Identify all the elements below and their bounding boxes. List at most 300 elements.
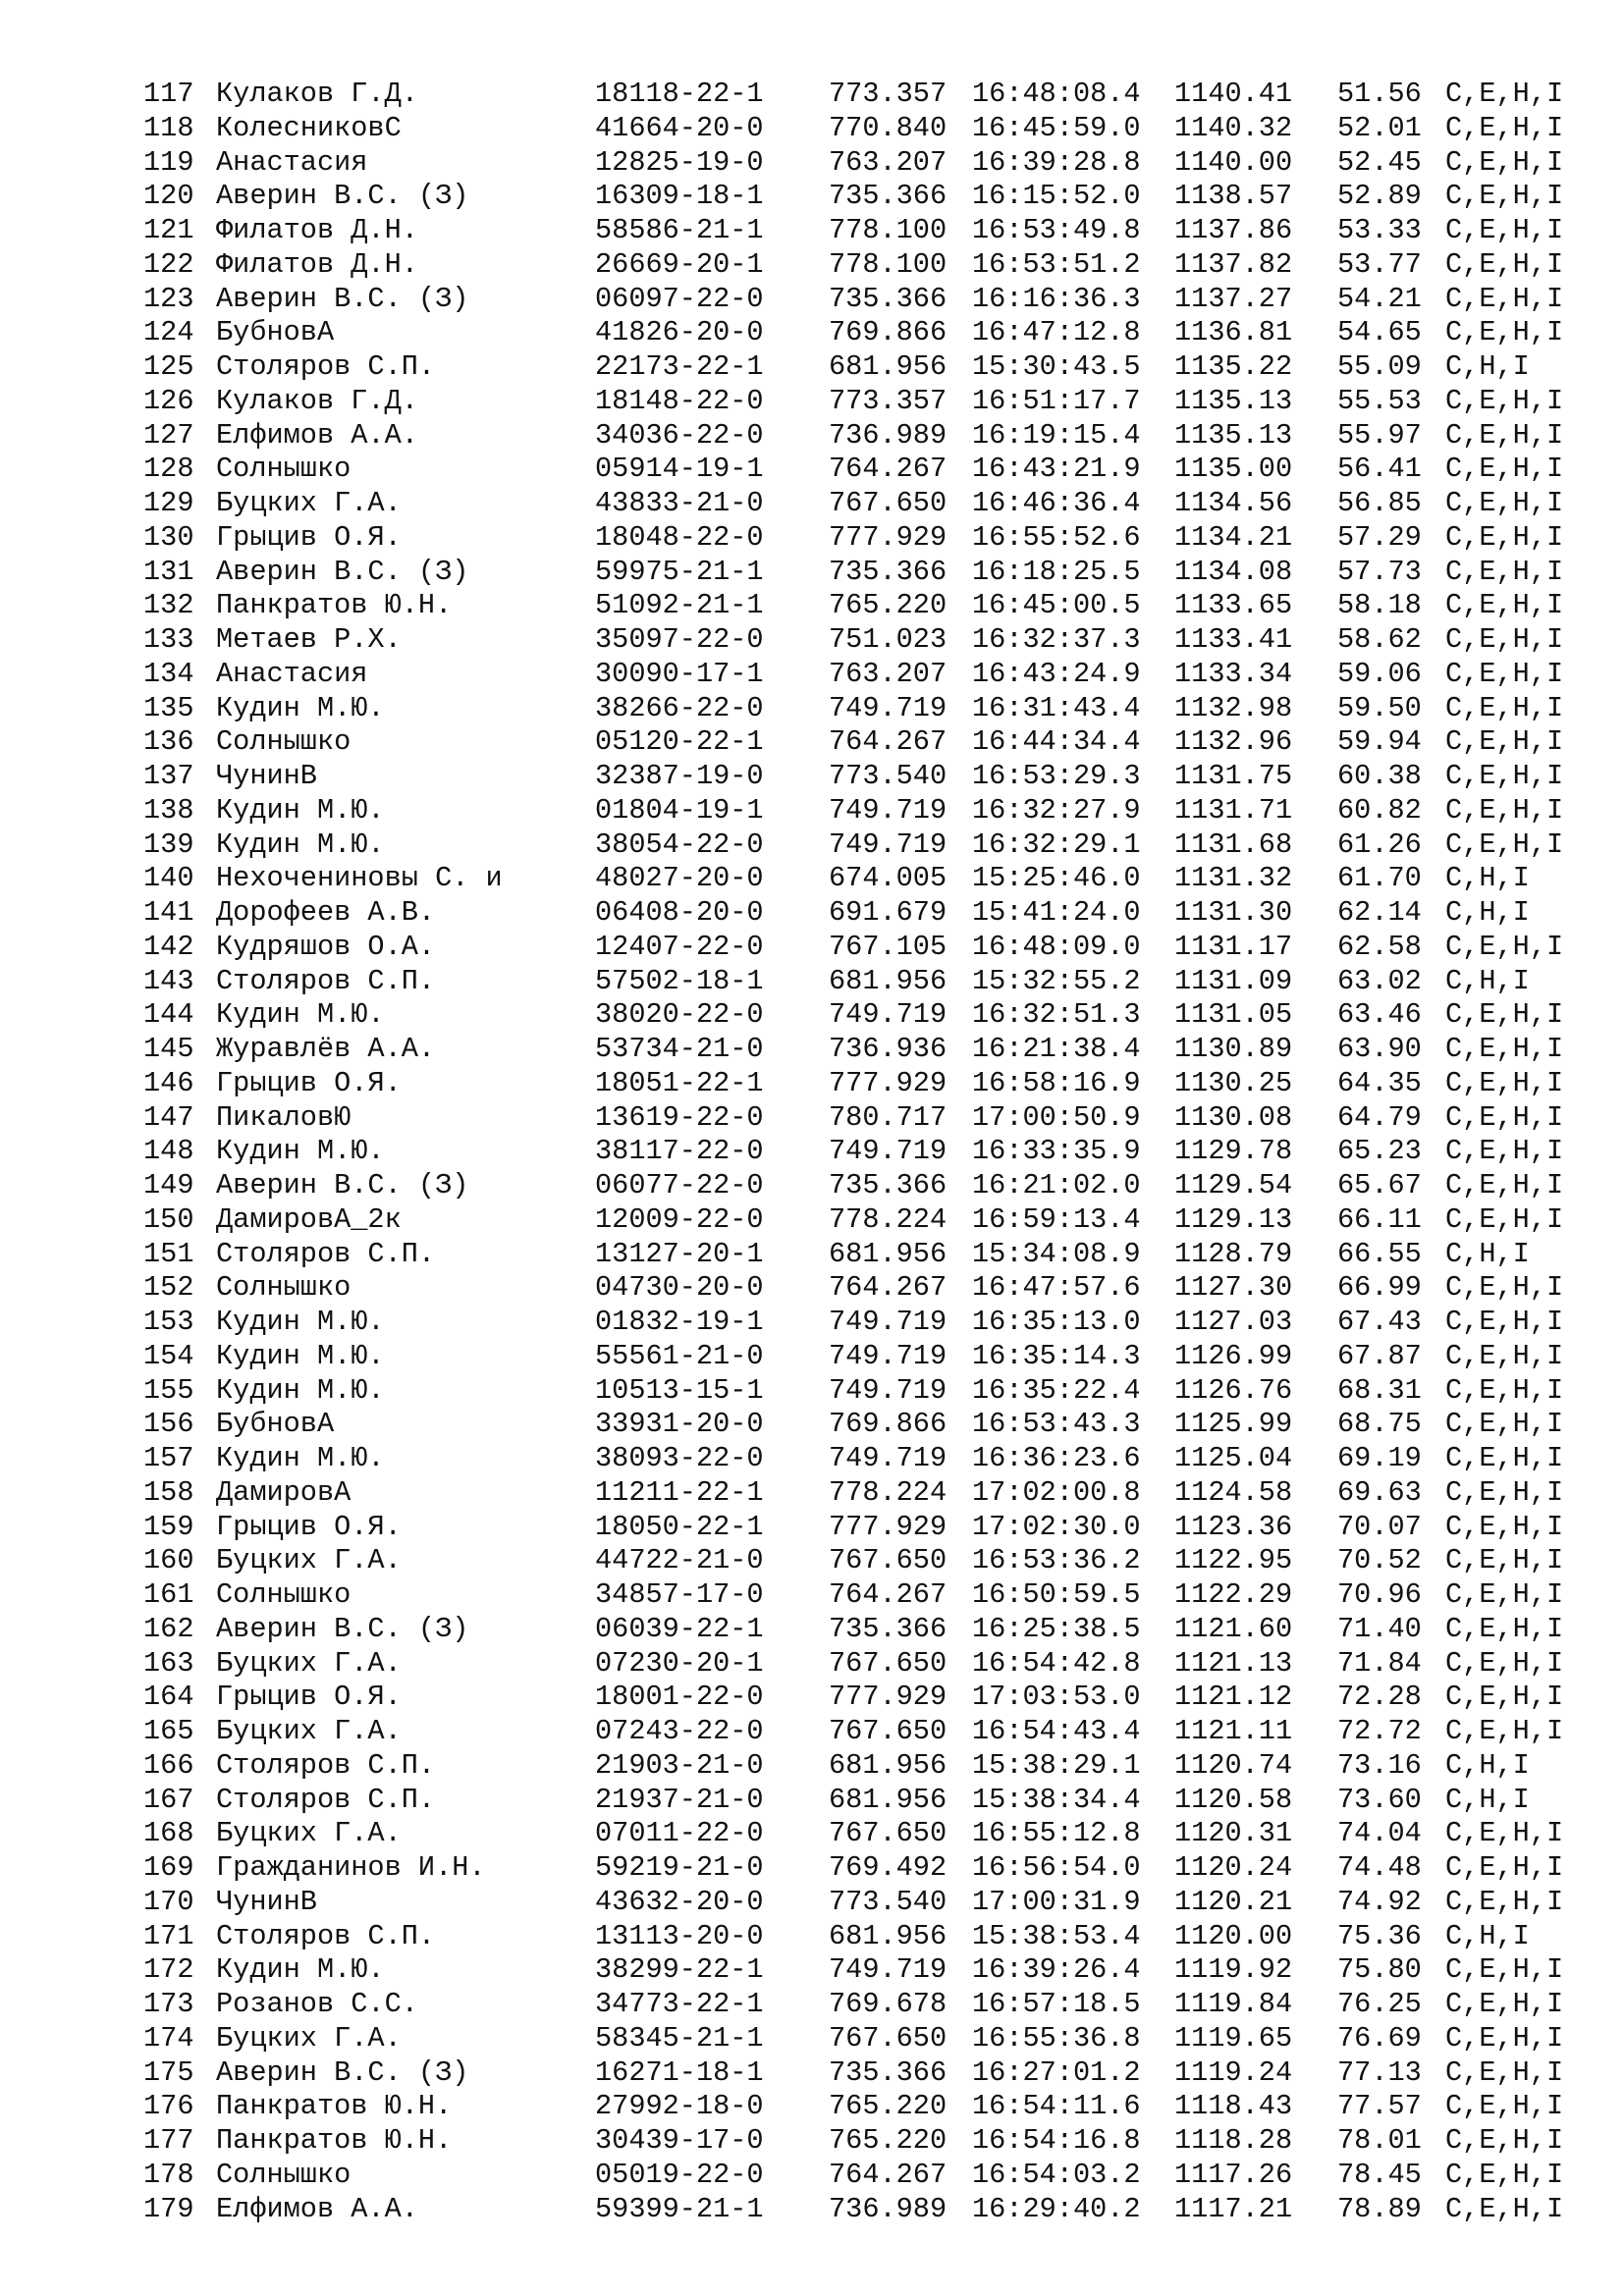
distance-cell: 780.717 xyxy=(829,1100,947,1134)
speed-cell: 1120.24 xyxy=(1174,1851,1293,1884)
arrival-time-cell: 16:46:36.4 xyxy=(972,487,1141,519)
speed-cell: 1125.04 xyxy=(1174,1442,1293,1474)
ring-number-cell: 18048-22-0 xyxy=(595,520,764,554)
speed-cell: 1129.54 xyxy=(1174,1169,1293,1201)
place-number-cell: 176 xyxy=(143,2090,194,2123)
participant-name-cell: ПикаловЮ xyxy=(216,1100,352,1134)
ring-number-cell: 44722-21-0 xyxy=(595,1544,764,1577)
arrival-time-cell: 16:43:24.9 xyxy=(972,657,1141,690)
speed-cell: 1126.76 xyxy=(1174,1373,1293,1407)
ring-number-cell: 16271-18-1 xyxy=(595,2056,764,2089)
ring-number-cell: 30439-17-0 xyxy=(595,2124,764,2157)
arrival-time-cell: 16:55:36.8 xyxy=(972,2021,1141,2055)
ring-number-cell: 33931-20-0 xyxy=(595,1408,764,1441)
arrival-time-cell: 15:41:24.0 xyxy=(972,896,1141,929)
arrival-time-cell: 15:32:55.2 xyxy=(972,964,1141,997)
speed-cell: 1121.12 xyxy=(1174,1681,1293,1714)
speed-cell: 1120.21 xyxy=(1174,1885,1293,1918)
participant-name-cell: Грыцив О.Я. xyxy=(216,1681,402,1714)
participant-name-cell: Столяров С.П. xyxy=(216,1748,436,1782)
speed-cell: 1131.30 xyxy=(1174,896,1293,929)
ring-number-cell: 38299-22-1 xyxy=(595,1953,764,1987)
speed-cell: 1121.60 xyxy=(1174,1612,1293,1645)
speed-cell: 1133.65 xyxy=(1174,589,1293,622)
classes-cell: C,E,H,I xyxy=(1445,453,1564,486)
participant-name-cell: Филатов Д.Н. xyxy=(216,247,418,281)
classes-cell: C,E,H,I xyxy=(1445,1681,1564,1714)
classes-cell: C,E,H,I xyxy=(1445,1988,1564,2020)
distance-cell: 681.956 xyxy=(829,350,947,383)
speed-cell: 1121.13 xyxy=(1174,1646,1293,1680)
ring-number-cell: 06408-20-0 xyxy=(595,896,764,929)
distance-cell: 681.956 xyxy=(829,1237,947,1270)
classes-cell: C,E,H,I xyxy=(1445,2090,1564,2123)
points-cell: 52.01 xyxy=(1337,111,1422,144)
speed-cell: 1123.36 xyxy=(1174,1510,1293,1543)
place-number-cell: 126 xyxy=(143,384,194,417)
arrival-time-cell: 16:15:52.0 xyxy=(972,180,1141,213)
participant-name-cell: Солнышко xyxy=(216,453,352,486)
place-number-cell: 132 xyxy=(143,589,194,622)
distance-cell: 763.207 xyxy=(829,145,947,179)
ring-number-cell: 16309-18-1 xyxy=(595,180,764,213)
ring-number-cell: 12009-22-0 xyxy=(595,1202,764,1236)
participant-name-cell: Нехочениновы С. и xyxy=(216,862,503,895)
arrival-time-cell: 15:38:34.4 xyxy=(972,1783,1141,1816)
points-cell: 75.36 xyxy=(1337,1919,1422,1952)
points-cell: 57.73 xyxy=(1337,555,1422,588)
points-cell: 78.45 xyxy=(1337,2158,1422,2191)
participant-name-cell: Аверин В.С. (З) xyxy=(216,282,469,315)
participant-name-cell: Солнышко xyxy=(216,725,352,759)
classes-cell: C,E,H,I xyxy=(1445,998,1564,1032)
classes-cell: C,E,H,I xyxy=(1445,487,1564,519)
place-number-cell: 129 xyxy=(143,487,194,519)
ring-number-cell: 05914-19-1 xyxy=(595,453,764,486)
arrival-time-cell: 16:51:17.7 xyxy=(972,384,1141,417)
distance-cell: 749.719 xyxy=(829,793,947,827)
arrival-time-cell: 17:00:50.9 xyxy=(972,1100,1141,1134)
points-cell: 76.69 xyxy=(1337,2021,1422,2055)
classes-cell: C,E,H,I xyxy=(1445,247,1564,281)
place-number-cell: 151 xyxy=(143,1237,194,1270)
speed-cell: 1131.05 xyxy=(1174,998,1293,1032)
speed-cell: 1140.41 xyxy=(1174,78,1293,110)
arrival-time-cell: 16:35:22.4 xyxy=(972,1373,1141,1407)
points-cell: 70.96 xyxy=(1337,1578,1422,1611)
participant-name-cell: Панкратов Ю.Н. xyxy=(216,2124,453,2157)
participant-name-cell: Аверин В.С. (З) xyxy=(216,1612,469,1645)
distance-cell: 749.719 xyxy=(829,1442,947,1474)
arrival-time-cell: 16:21:02.0 xyxy=(972,1169,1141,1201)
participant-name-cell: Кудин М.Ю. xyxy=(216,828,385,861)
distance-cell: 736.989 xyxy=(829,2192,947,2225)
points-cell: 62.58 xyxy=(1337,930,1422,963)
speed-cell: 1127.30 xyxy=(1174,1271,1293,1305)
place-number-cell: 135 xyxy=(143,691,194,724)
speed-cell: 1134.08 xyxy=(1174,555,1293,588)
ring-number-cell: 58586-21-1 xyxy=(595,214,764,246)
classes-cell: C,E,H,I xyxy=(1445,1510,1564,1543)
points-cell: 55.09 xyxy=(1337,350,1422,383)
ring-number-cell: 34036-22-0 xyxy=(595,418,764,452)
distance-cell: 681.956 xyxy=(829,1783,947,1816)
place-number-cell: 171 xyxy=(143,1919,194,1952)
participant-name-cell: Елфимов А.А. xyxy=(216,418,418,452)
classes-cell: C,E,H,I xyxy=(1445,2158,1564,2191)
classes-cell: C,H,I xyxy=(1445,896,1530,929)
classes-cell: C,E,H,I xyxy=(1445,1612,1564,1645)
participant-name-cell: БубновА xyxy=(216,316,335,349)
arrival-time-cell: 16:57:18.5 xyxy=(972,1988,1141,2020)
ring-number-cell: 05019-22-0 xyxy=(595,2158,764,2191)
participant-name-cell: Кудин М.Ю. xyxy=(216,1953,385,1987)
ring-number-cell: 41826-20-0 xyxy=(595,316,764,349)
distance-cell: 769.678 xyxy=(829,1988,947,2020)
participant-name-cell: Анастасия xyxy=(216,145,368,179)
ring-number-cell: 51092-21-1 xyxy=(595,589,764,622)
place-number-cell: 157 xyxy=(143,1442,194,1474)
classes-cell: C,E,H,I xyxy=(1445,589,1564,622)
speed-cell: 1134.21 xyxy=(1174,520,1293,554)
ring-number-cell: 06097-22-0 xyxy=(595,282,764,315)
ring-number-cell: 12825-19-0 xyxy=(595,145,764,179)
place-number-cell: 156 xyxy=(143,1408,194,1441)
place-number-cell: 142 xyxy=(143,930,194,963)
arrival-time-cell: 16:53:29.3 xyxy=(972,760,1141,792)
ring-number-cell: 58345-21-1 xyxy=(595,2021,764,2055)
speed-cell: 1130.89 xyxy=(1174,1033,1293,1065)
points-cell: 57.29 xyxy=(1337,520,1422,554)
speed-cell: 1118.28 xyxy=(1174,2124,1293,2157)
points-cell: 77.57 xyxy=(1337,2090,1422,2123)
arrival-time-cell: 15:30:43.5 xyxy=(972,350,1141,383)
arrival-time-cell: 16:53:51.2 xyxy=(972,247,1141,281)
participant-name-cell: Кулаков Г.Д. xyxy=(216,384,418,417)
points-cell: 63.02 xyxy=(1337,964,1422,997)
place-number-cell: 123 xyxy=(143,282,194,315)
speed-cell: 1118.43 xyxy=(1174,2090,1293,2123)
classes-cell: C,E,H,I xyxy=(1445,1271,1564,1305)
place-number-cell: 139 xyxy=(143,828,194,861)
ring-number-cell: 30090-17-1 xyxy=(595,657,764,690)
points-cell: 54.65 xyxy=(1337,316,1422,349)
classes-cell: C,E,H,I xyxy=(1445,1953,1564,1987)
classes-cell: C,E,H,I xyxy=(1445,1578,1564,1611)
participant-name-cell: Грыцив О.Я. xyxy=(216,520,402,554)
classes-cell: C,E,H,I xyxy=(1445,657,1564,690)
ring-number-cell: 13619-22-0 xyxy=(595,1100,764,1134)
distance-cell: 681.956 xyxy=(829,964,947,997)
arrival-time-cell: 16:53:43.3 xyxy=(972,1408,1141,1441)
distance-cell: 778.100 xyxy=(829,214,947,246)
ring-number-cell: 38054-22-0 xyxy=(595,828,764,861)
points-cell: 55.53 xyxy=(1337,384,1422,417)
points-cell: 77.13 xyxy=(1337,2056,1422,2089)
place-number-cell: 144 xyxy=(143,998,194,1032)
speed-cell: 1133.41 xyxy=(1174,623,1293,656)
ring-number-cell: 07011-22-0 xyxy=(595,1817,764,1850)
points-cell: 74.04 xyxy=(1337,1817,1422,1850)
distance-cell: 773.357 xyxy=(829,78,947,110)
ring-number-cell: 06077-22-0 xyxy=(595,1169,764,1201)
points-cell: 56.85 xyxy=(1337,487,1422,519)
participant-name-cell: Гражданинов И.Н. xyxy=(216,1851,486,1884)
points-cell: 73.16 xyxy=(1337,1748,1422,1782)
distance-cell: 749.719 xyxy=(829,1306,947,1338)
speed-cell: 1134.56 xyxy=(1174,487,1293,519)
points-cell: 54.21 xyxy=(1337,282,1422,315)
ring-number-cell: 11211-22-1 xyxy=(595,1475,764,1509)
place-number-cell: 175 xyxy=(143,2056,194,2089)
classes-cell: C,E,H,I xyxy=(1445,111,1564,144)
ring-number-cell: 48027-20-0 xyxy=(595,862,764,895)
place-number-cell: 170 xyxy=(143,1885,194,1918)
arrival-time-cell: 16:54:11.6 xyxy=(972,2090,1141,2123)
participant-name-cell: Кудин М.Ю. xyxy=(216,998,385,1032)
points-cell: 60.38 xyxy=(1337,760,1422,792)
points-cell: 58.62 xyxy=(1337,623,1422,656)
arrival-time-cell: 15:25:46.0 xyxy=(972,862,1141,895)
participant-name-cell: Кулаков Г.Д. xyxy=(216,78,418,110)
points-cell: 75.80 xyxy=(1337,1953,1422,1987)
classes-cell: C,E,H,I xyxy=(1445,1442,1564,1474)
distance-cell: 770.840 xyxy=(829,111,947,144)
participant-name-cell: Буцких Г.А. xyxy=(216,1817,402,1850)
place-number-cell: 172 xyxy=(143,1953,194,1987)
arrival-time-cell: 16:53:36.2 xyxy=(972,1544,1141,1577)
speed-cell: 1129.78 xyxy=(1174,1135,1293,1168)
speed-cell: 1126.99 xyxy=(1174,1339,1293,1372)
classes-cell: C,H,I xyxy=(1445,350,1530,383)
distance-cell: 764.267 xyxy=(829,2158,947,2191)
speed-cell: 1117.26 xyxy=(1174,2158,1293,2191)
distance-cell: 773.540 xyxy=(829,1885,947,1918)
speed-cell: 1120.00 xyxy=(1174,1919,1293,1952)
participant-name-cell: ДамировА xyxy=(216,1475,352,1509)
distance-cell: 749.719 xyxy=(829,691,947,724)
speed-cell: 1140.32 xyxy=(1174,111,1293,144)
points-cell: 71.40 xyxy=(1337,1612,1422,1645)
classes-cell: C,E,H,I xyxy=(1445,1339,1564,1372)
arrival-time-cell: 16:33:35.9 xyxy=(972,1135,1141,1168)
participant-name-cell: Филатов Д.Н. xyxy=(216,214,418,246)
classes-cell: C,H,I xyxy=(1445,964,1530,997)
classes-cell: C,H,I xyxy=(1445,1748,1530,1782)
distance-cell: 735.366 xyxy=(829,1612,947,1645)
classes-cell: C,H,I xyxy=(1445,862,1530,895)
distance-cell: 777.929 xyxy=(829,520,947,554)
place-number-cell: 179 xyxy=(143,2192,194,2225)
classes-cell: C,E,H,I xyxy=(1445,1408,1564,1441)
arrival-time-cell: 16:36:23.6 xyxy=(972,1442,1141,1474)
arrival-time-cell: 16:43:21.9 xyxy=(972,453,1141,486)
place-number-cell: 153 xyxy=(143,1306,194,1338)
points-cell: 69.63 xyxy=(1337,1475,1422,1509)
distance-cell: 767.650 xyxy=(829,1817,947,1850)
participant-name-cell: Солнышко xyxy=(216,2158,352,2191)
arrival-time-cell: 16:45:59.0 xyxy=(972,111,1141,144)
speed-cell: 1135.13 xyxy=(1174,418,1293,452)
speed-cell: 1133.34 xyxy=(1174,657,1293,690)
participant-name-cell: Столяров С.П. xyxy=(216,1237,436,1270)
points-cell: 67.43 xyxy=(1337,1306,1422,1338)
place-number-cell: 167 xyxy=(143,1783,194,1816)
distance-cell: 764.267 xyxy=(829,1578,947,1611)
distance-cell: 773.357 xyxy=(829,384,947,417)
participant-name-cell: Кудряшов О.А. xyxy=(216,930,436,963)
classes-cell: C,E,H,I xyxy=(1445,760,1564,792)
arrival-time-cell: 16:32:37.3 xyxy=(972,623,1141,656)
participant-name-cell: Буцких Г.А. xyxy=(216,1715,402,1747)
arrival-time-cell: 16:45:00.5 xyxy=(972,589,1141,622)
ring-number-cell: 18118-22-1 xyxy=(595,78,764,110)
place-number-cell: 154 xyxy=(143,1339,194,1372)
arrival-time-cell: 16:54:42.8 xyxy=(972,1646,1141,1680)
classes-cell: C,E,H,I xyxy=(1445,691,1564,724)
points-cell: 52.45 xyxy=(1337,145,1422,179)
place-number-cell: 164 xyxy=(143,1681,194,1714)
ring-number-cell: 18050-22-1 xyxy=(595,1510,764,1543)
ring-number-cell: 18148-22-0 xyxy=(595,384,764,417)
classes-cell: C,E,H,I xyxy=(1445,793,1564,827)
classes-cell: C,E,H,I xyxy=(1445,1066,1564,1099)
arrival-time-cell: 17:02:00.8 xyxy=(972,1475,1141,1509)
distance-cell: 767.650 xyxy=(829,487,947,519)
arrival-time-cell: 16:18:25.5 xyxy=(972,555,1141,588)
distance-cell: 674.005 xyxy=(829,862,947,895)
place-number-cell: 152 xyxy=(143,1271,194,1305)
classes-cell: C,E,H,I xyxy=(1445,1817,1564,1850)
arrival-time-cell: 16:56:54.0 xyxy=(972,1851,1141,1884)
ring-number-cell: 07230-20-1 xyxy=(595,1646,764,1680)
participant-name-cell: Кудин М.Ю. xyxy=(216,793,385,827)
place-number-cell: 136 xyxy=(143,725,194,759)
ring-number-cell: 04730-20-0 xyxy=(595,1271,764,1305)
ring-number-cell: 07243-22-0 xyxy=(595,1715,764,1747)
speed-cell: 1140.00 xyxy=(1174,145,1293,179)
arrival-time-cell: 16:32:29.1 xyxy=(972,828,1141,861)
arrival-time-cell: 16:54:16.8 xyxy=(972,2124,1141,2157)
participant-name-cell: Аверин В.С. (З) xyxy=(216,1169,469,1201)
points-cell: 64.79 xyxy=(1337,1100,1422,1134)
speed-cell: 1135.13 xyxy=(1174,384,1293,417)
classes-cell: C,E,H,I xyxy=(1445,1100,1564,1134)
speed-cell: 1138.57 xyxy=(1174,180,1293,213)
participant-name-cell: ДамировА_2к xyxy=(216,1202,402,1236)
distance-cell: 778.224 xyxy=(829,1202,947,1236)
points-cell: 71.84 xyxy=(1337,1646,1422,1680)
points-cell: 65.23 xyxy=(1337,1135,1422,1168)
classes-cell: C,E,H,I xyxy=(1445,1373,1564,1407)
classes-cell: C,E,H,I xyxy=(1445,520,1564,554)
points-cell: 72.28 xyxy=(1337,1681,1422,1714)
classes-cell: C,E,H,I xyxy=(1445,2124,1564,2157)
ring-number-cell: 38093-22-0 xyxy=(595,1442,764,1474)
ring-number-cell: 06039-22-1 xyxy=(595,1612,764,1645)
ring-number-cell: 13113-20-0 xyxy=(595,1919,764,1952)
place-number-cell: 158 xyxy=(143,1475,194,1509)
points-cell: 74.48 xyxy=(1337,1851,1422,1884)
speed-cell: 1131.09 xyxy=(1174,964,1293,997)
arrival-time-cell: 16:58:16.9 xyxy=(972,1066,1141,1099)
points-cell: 64.35 xyxy=(1337,1066,1422,1099)
place-number-cell: 173 xyxy=(143,1988,194,2020)
speed-cell: 1135.22 xyxy=(1174,350,1293,383)
speed-cell: 1136.81 xyxy=(1174,316,1293,349)
classes-cell: C,E,H,I xyxy=(1445,725,1564,759)
speed-cell: 1125.99 xyxy=(1174,1408,1293,1441)
arrival-time-cell: 16:55:52.6 xyxy=(972,520,1141,554)
ring-number-cell: 01832-19-1 xyxy=(595,1306,764,1338)
participant-name-cell: Аверин В.С. (З) xyxy=(216,180,469,213)
classes-cell: C,E,H,I xyxy=(1445,1475,1564,1509)
ring-number-cell: 13127-20-1 xyxy=(595,1237,764,1270)
points-cell: 63.46 xyxy=(1337,998,1422,1032)
distance-cell: 767.650 xyxy=(829,1646,947,1680)
points-cell: 59.50 xyxy=(1337,691,1422,724)
distance-cell: 767.650 xyxy=(829,1715,947,1747)
arrival-time-cell: 15:34:08.9 xyxy=(972,1237,1141,1270)
ring-number-cell: 34857-17-0 xyxy=(595,1578,764,1611)
distance-cell: 735.366 xyxy=(829,282,947,315)
ring-number-cell: 59399-21-1 xyxy=(595,2192,764,2225)
speed-cell: 1130.08 xyxy=(1174,1100,1293,1134)
place-number-cell: 140 xyxy=(143,862,194,895)
ring-number-cell: 18001-22-0 xyxy=(595,1681,764,1714)
place-number-cell: 174 xyxy=(143,2021,194,2055)
distance-cell: 777.929 xyxy=(829,1681,947,1714)
place-number-cell: 168 xyxy=(143,1817,194,1850)
arrival-time-cell: 16:32:51.3 xyxy=(972,998,1141,1032)
points-cell: 66.55 xyxy=(1337,1237,1422,1270)
speed-cell: 1119.92 xyxy=(1174,1953,1293,1987)
distance-cell: 749.719 xyxy=(829,828,947,861)
arrival-time-cell: 17:00:31.9 xyxy=(972,1885,1141,1918)
speed-cell: 1122.95 xyxy=(1174,1544,1293,1577)
speed-cell: 1137.27 xyxy=(1174,282,1293,315)
points-cell: 56.41 xyxy=(1337,453,1422,486)
classes-cell: C,E,H,I xyxy=(1445,930,1564,963)
distance-cell: 767.650 xyxy=(829,1544,947,1577)
participant-name-cell: Елфимов А.А. xyxy=(216,2192,418,2225)
points-cell: 59.94 xyxy=(1337,725,1422,759)
distance-cell: 777.929 xyxy=(829,1066,947,1099)
distance-cell: 749.719 xyxy=(829,998,947,1032)
arrival-time-cell: 16:44:34.4 xyxy=(972,725,1141,759)
distance-cell: 736.936 xyxy=(829,1033,947,1065)
arrival-time-cell: 16:27:01.2 xyxy=(972,2056,1141,2089)
classes-cell: C,E,H,I xyxy=(1445,1851,1564,1884)
place-number-cell: 150 xyxy=(143,1202,194,1236)
participant-name-cell: Метаев Р.Х. xyxy=(216,623,402,656)
points-cell: 73.60 xyxy=(1337,1783,1422,1816)
place-number-cell: 121 xyxy=(143,214,194,246)
speed-cell: 1124.58 xyxy=(1174,1475,1293,1509)
ring-number-cell: 27992-18-0 xyxy=(595,2090,764,2123)
distance-cell: 765.220 xyxy=(829,2124,947,2157)
classes-cell: C,E,H,I xyxy=(1445,1646,1564,1680)
classes-cell: C,E,H,I xyxy=(1445,623,1564,656)
participant-name-cell: Анастасия xyxy=(216,657,368,690)
place-number-cell: 169 xyxy=(143,1851,194,1884)
points-cell: 70.52 xyxy=(1337,1544,1422,1577)
place-number-cell: 145 xyxy=(143,1033,194,1065)
ring-number-cell: 10513-15-1 xyxy=(595,1373,764,1407)
ring-number-cell: 32387-19-0 xyxy=(595,760,764,792)
place-number-cell: 122 xyxy=(143,247,194,281)
points-cell: 60.82 xyxy=(1337,793,1422,827)
